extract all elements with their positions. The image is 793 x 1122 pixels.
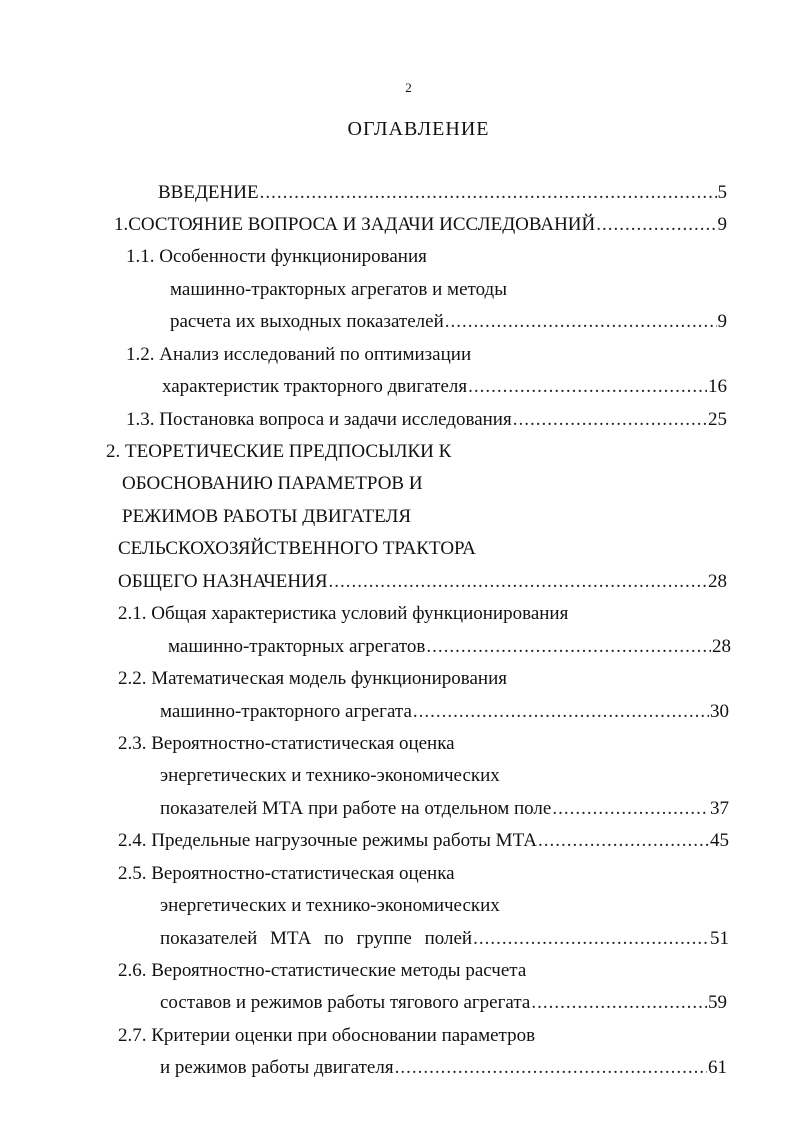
toc-dot-leader <box>426 635 711 659</box>
toc-entry-chapter-1 <box>114 213 727 237</box>
toc-entry-text: 2.6. Вероятностно-статистические методы расчета <box>118 960 527 981</box>
toc-entry-page: 45 <box>710 830 729 851</box>
page-number: 2 <box>405 80 412 95</box>
toc-dot-leader <box>552 797 709 821</box>
toc-entry-2-2-line-2 <box>160 700 729 724</box>
toc-entry-2-6-line-1 <box>118 959 526 983</box>
toc-entry-text: 2.5. Вероятностно-статистическая оценка <box>118 863 455 884</box>
toc-dot-leader <box>473 927 709 951</box>
toc-entry-2-4 <box>118 829 729 853</box>
toc-entry-2-7-line-1 <box>118 1024 535 1048</box>
toc-entry-page: 59 <box>708 992 727 1013</box>
toc-entry-2-2-line-1 <box>118 667 507 691</box>
toc-entry-text: показателей МТА по группе полей <box>160 928 473 949</box>
toc-title: ОГЛАВЛЕНИЕ <box>347 118 490 140</box>
toc-dot-leader <box>445 310 717 334</box>
toc-entry-page: 28 <box>708 571 727 592</box>
toc-entry-page: 51 <box>710 928 729 949</box>
toc-entry-text: 2.7. Критерии оценки при обосновании параметров <box>118 1025 536 1046</box>
toc-entry-2-5-line-2 <box>160 894 500 918</box>
toc-entry-text: машинно-тракторного агрегата <box>160 701 412 722</box>
toc-entry-page: 5 <box>717 182 727 203</box>
toc-entry-chapter-2-line-2 <box>122 472 423 496</box>
toc-entry-page: 30 <box>710 701 729 722</box>
toc-entry-2-5-line-1 <box>118 862 455 886</box>
toc-dot-leader <box>329 570 707 594</box>
toc-entry-1-2-line-2 <box>162 375 727 399</box>
toc-entry-chapter-2-line-5 <box>118 570 727 594</box>
toc-entry-page: 28 <box>712 636 731 657</box>
toc-dot-leader <box>395 1056 707 1080</box>
toc-entry-page: 16 <box>708 376 727 397</box>
toc-entry-text: 2. ТЕОРЕТИЧЕСКИЕ ПРЕДПОСЫЛКИ К <box>106 441 452 462</box>
toc-entry-2-3-line-1 <box>118 732 455 756</box>
toc-entry-text: 2.3. Вероятностно-статистическая оценка <box>118 733 455 754</box>
toc-dot-leader <box>413 700 709 724</box>
toc-entry-text: ОБЩЕГО НАЗНАЧЕНИЯ <box>118 571 328 592</box>
toc-entry-2-3-line-2 <box>160 764 500 788</box>
toc-dot-leader <box>260 181 717 205</box>
toc-entry-text: 2.4. Предельные нагрузочные режимы работы МТА <box>118 830 537 851</box>
toc-entry-text: и режимов работы двигателя <box>160 1057 394 1078</box>
toc-entry-text: расчета их выходных показателей <box>170 311 444 332</box>
toc-entry-text: машинно-тракторных агрегатов и методы <box>170 279 507 300</box>
toc-entry-2-5-line-3 <box>160 927 729 951</box>
toc-entry-text: 1.3. Постановка вопроса и задачи исследования <box>126 409 512 430</box>
toc-entry-1-1-line-2 <box>170 278 507 302</box>
toc-entry-page: 9 <box>717 311 727 332</box>
toc-entry-2-1-line-1 <box>118 602 568 626</box>
toc-entry-text: 2.2. Математическая модель функционирования <box>118 668 507 689</box>
toc-entry-chapter-2-line-4 <box>118 537 476 561</box>
toc-dot-leader <box>531 991 707 1015</box>
toc-entry-text: 1.СОСТОЯНИЕ ВОПРОСА И ЗАДАЧИ ИССЛЕДОВАНИЙ <box>114 214 596 235</box>
toc-entry-text: энергетических и технико-экономических <box>160 765 500 786</box>
toc-dot-leader <box>468 375 707 399</box>
toc-entry-text: энергетических и технико-экономических <box>160 895 500 916</box>
toc-entry-text: характеристик тракторного двигателя <box>162 376 468 397</box>
toc-entry-text: РЕЖИМОВ РАБОТЫ ДВИГАТЕЛЯ <box>122 506 412 527</box>
toc-entry-1-1-line-3 <box>170 310 727 334</box>
toc-entry-text: 1.1. Особенности функционирования <box>126 246 427 267</box>
toc-entry-text: 2.1. Общая характеристика условий функционирования <box>118 603 569 624</box>
toc-entry-page: 61 <box>708 1057 727 1078</box>
toc-entry-chapter-2-line-1 <box>106 440 451 464</box>
toc-entry-chapter-2-line-3 <box>122 505 411 529</box>
toc-entry-2-1-line-2 <box>168 635 731 659</box>
toc-entry-page: 25 <box>708 409 727 430</box>
toc-entry-text: ОБОСНОВАНИЮ ПАРАМЕТРОВ И <box>122 473 423 494</box>
toc-entry-2-3-line-3 <box>160 797 729 821</box>
toc-entry-1-1-line-1 <box>126 245 427 269</box>
toc-entry-text: СЕЛЬСКОХОЗЯЙСТВЕННОГО ТРАКТОРА <box>118 538 476 559</box>
toc-entry-2-7-line-2 <box>160 1056 727 1080</box>
toc-entry-text: показателей МТА при работе на отдельном поле <box>160 798 552 819</box>
toc-entry-text: 1.2. Анализ исследований по оптимизации <box>126 344 472 365</box>
toc-entry-text: машинно-тракторных агрегатов <box>168 636 426 657</box>
toc-entry-introduction <box>158 181 727 205</box>
toc-entry-2-6-line-2 <box>160 991 727 1015</box>
toc-entry-text: ВВЕДЕНИЕ <box>158 182 259 203</box>
toc-dot-leader <box>538 829 709 853</box>
toc-entry-1-3 <box>126 408 727 432</box>
toc-entry-text: составов и режимов работы тягового агрегата <box>160 992 531 1013</box>
toc-entry-page: 37 <box>710 798 729 819</box>
toc-entry-1-2-line-1 <box>126 343 471 367</box>
toc-entry-page: 9 <box>717 214 727 235</box>
toc-dot-leader <box>513 408 707 432</box>
toc-dot-leader <box>596 213 716 237</box>
